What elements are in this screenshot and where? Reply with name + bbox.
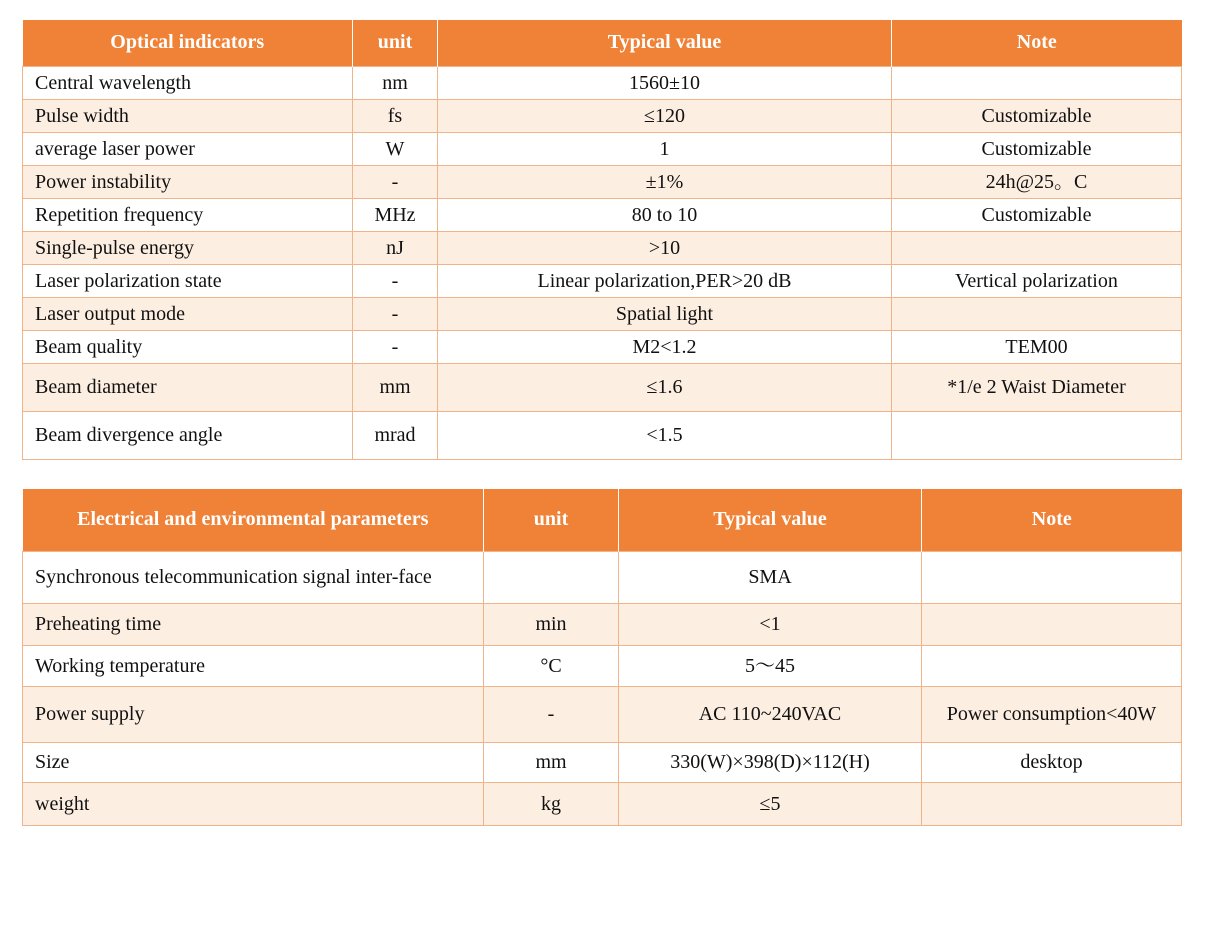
unit-cell: °C <box>484 645 619 686</box>
unit-cell: mm <box>353 363 438 411</box>
param-cell: Preheating time <box>23 603 484 645</box>
header-typical-value: Typical value <box>438 20 892 66</box>
param-cell: weight <box>23 782 484 825</box>
header-note: Note <box>892 20 1182 66</box>
unit-cell: - <box>353 264 438 297</box>
value-cell: ≤1.6 <box>438 363 892 411</box>
param-cell: Pulse width <box>23 99 353 132</box>
header-param: Electrical and environmental parameters <box>23 489 484 551</box>
param-cell: Beam divergence angle <box>23 411 353 459</box>
param-cell: Laser output mode <box>23 297 353 330</box>
param-cell: Size <box>23 742 484 782</box>
table-row <box>23 330 1182 363</box>
value-cell: ±1% <box>438 165 892 198</box>
param-cell: Power supply <box>23 686 484 742</box>
value-cell: 1 <box>438 132 892 165</box>
param-cell: Beam diameter <box>23 363 353 411</box>
note-cell <box>922 551 1182 603</box>
unit-cell: kg <box>484 782 619 825</box>
note-cell <box>892 297 1182 330</box>
unit-cell: nJ <box>353 231 438 264</box>
value-cell: 5～45 <box>619 645 922 686</box>
note-cell: Customizable <box>892 132 1182 165</box>
value-cell: <1.5 <box>438 411 892 459</box>
unit-cell: - <box>353 297 438 330</box>
table-row <box>23 603 1182 645</box>
unit-cell: mrad <box>353 411 438 459</box>
unit-cell <box>484 551 619 603</box>
note-cell <box>922 782 1182 825</box>
header-typical-value: Typical value <box>619 489 922 551</box>
optical-indicators-table <box>22 20 1182 460</box>
table-row <box>23 742 1182 782</box>
note-cell <box>892 411 1182 459</box>
note-cell: Customizable <box>892 198 1182 231</box>
table-row <box>23 686 1182 742</box>
table-row <box>23 99 1182 132</box>
note-cell: Power consumption<40W <box>922 686 1182 742</box>
value-cell: ≤120 <box>438 99 892 132</box>
param-cell: Working temperature <box>23 645 484 686</box>
header-unit: unit <box>353 20 438 66</box>
note-cell: TEM00 <box>892 330 1182 363</box>
param-cell: Central wavelength <box>23 66 353 99</box>
unit-cell: - <box>353 165 438 198</box>
note-cell: *1/e 2 Waist Diameter <box>892 363 1182 411</box>
note-cell: 24h@25。C <box>892 165 1182 198</box>
unit-cell: min <box>484 603 619 645</box>
param-cell: Single-pulse energy <box>23 231 353 264</box>
unit-cell: mm <box>484 742 619 782</box>
table-row <box>23 231 1182 264</box>
table-row <box>23 411 1182 459</box>
param-cell: Beam quality <box>23 330 353 363</box>
value-cell: 330(W)×398(D)×112(H) <box>619 742 922 782</box>
table-row <box>23 297 1182 330</box>
note-cell <box>892 66 1182 99</box>
table-row <box>23 363 1182 411</box>
param-cell: Power instability <box>23 165 353 198</box>
value-cell: M2<1.2 <box>438 330 892 363</box>
table-row <box>23 551 1182 603</box>
value-cell: ≤5 <box>619 782 922 825</box>
unit-cell: fs <box>353 99 438 132</box>
note-cell <box>922 603 1182 645</box>
table-header-row <box>23 489 1182 551</box>
table-row <box>23 264 1182 297</box>
table-row <box>23 132 1182 165</box>
unit-cell: - <box>484 686 619 742</box>
electrical-environmental-table <box>22 489 1182 826</box>
unit-cell: - <box>353 330 438 363</box>
header-unit: unit <box>484 489 619 551</box>
value-cell: <1 <box>619 603 922 645</box>
header-param: Optical indicators <box>23 20 353 66</box>
param-cell: average laser power <box>23 132 353 165</box>
header-note: Note <box>922 489 1182 551</box>
value-cell: >10 <box>438 231 892 264</box>
value-cell: Linear polarization,PER>20 dB <box>438 264 892 297</box>
table-row <box>23 645 1182 686</box>
table-row <box>23 782 1182 825</box>
param-cell: Laser polarization state <box>23 264 353 297</box>
note-cell: Vertical polarization <box>892 264 1182 297</box>
table-row <box>23 165 1182 198</box>
value-cell: AC 110~240VAC <box>619 686 922 742</box>
unit-cell: W <box>353 132 438 165</box>
table-header-row <box>23 20 1182 66</box>
note-cell: Customizable <box>892 99 1182 132</box>
note-cell: desktop <box>922 742 1182 782</box>
note-cell <box>922 645 1182 686</box>
table-row <box>23 198 1182 231</box>
unit-cell: nm <box>353 66 438 99</box>
value-cell: 80 to 10 <box>438 198 892 231</box>
unit-cell: MHz <box>353 198 438 231</box>
param-cell: Repetition frequency <box>23 198 353 231</box>
param-cell: Synchronous telecommunication signal inter-face <box>23 551 484 603</box>
value-cell: SMA <box>619 551 922 603</box>
value-cell: 1560±10 <box>438 66 892 99</box>
note-cell <box>892 231 1182 264</box>
table-row <box>23 66 1182 99</box>
value-cell: Spatial light <box>438 297 892 330</box>
